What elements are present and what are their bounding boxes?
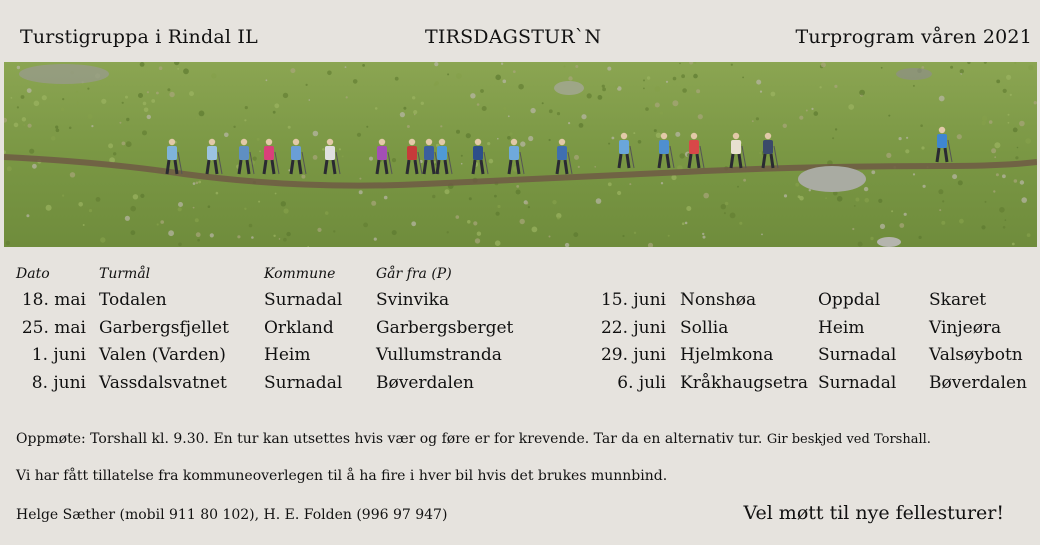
- trip-destination: Garbergsfjellet: [99, 318, 229, 338]
- trip-destination: Sollia: [680, 318, 729, 338]
- col-date: Dato: [16, 266, 50, 282]
- trip-start: Vullumstranda: [376, 345, 502, 365]
- trip-date: 22. juni: [600, 318, 666, 338]
- trip-municipality: Heim: [264, 345, 311, 365]
- trip-municipality: Oppdal: [818, 290, 881, 310]
- meeting-note: [16, 431, 931, 447]
- trip-start: Garbergsberget: [376, 318, 514, 338]
- trip-date: 8. juni: [31, 373, 86, 393]
- contacts-note: Helge Sæther (mobil 911 80 102), H. E. Folden (996 97 947): [16, 507, 448, 523]
- trip-municipality: Orkland: [264, 318, 334, 338]
- meeting-extra-text: Gir beskjed ved Torshall.: [766, 432, 931, 447]
- col-start: Går fra (P): [376, 266, 452, 282]
- trip-destination: Kråkhaugsetra: [680, 373, 809, 393]
- trip-destination: Hjelmkona: [680, 345, 774, 365]
- trip-date: 1. juni: [31, 345, 86, 365]
- trip-start: Svinvika: [376, 290, 450, 310]
- trip-start: Bøverdalen: [376, 373, 474, 393]
- trip-municipality: Surnadal: [264, 290, 343, 310]
- closing-greeting: Vel møtt til nye fellesturer!: [743, 502, 1004, 524]
- hikers-photo: [4, 62, 1037, 247]
- program-season: Turprogram våren 2021: [795, 26, 1032, 48]
- trip-destination: Nonshøa: [680, 290, 757, 310]
- trip-destination: Todalen: [99, 290, 167, 310]
- col-municipality: Kommune: [264, 266, 336, 282]
- trip-start: Bøverdalen: [929, 373, 1027, 393]
- event-title: TIRSDAGSTUR`N: [425, 26, 602, 48]
- trip-start: Skaret: [929, 290, 987, 310]
- trip-municipality: Heim: [818, 318, 865, 338]
- col-destination: Turmål: [99, 266, 151, 282]
- trip-date: 15. juni: [600, 290, 666, 310]
- trip-date: 6. juli: [617, 373, 666, 393]
- permission-note: Vi har fått tillatelse fra kommuneoverlegen til å ha fire i hver bil hvis det brukes munnbind.: [16, 468, 668, 484]
- trip-date: 18. mai: [21, 290, 86, 310]
- trip-start: Valsøybotn: [929, 345, 1023, 365]
- trip-start: Vinjeøra: [929, 318, 1002, 338]
- trip-municipality: Surnadal: [818, 373, 897, 393]
- trip-date: 29. juni: [600, 345, 666, 365]
- trip-destination: Vassdalsvatnet: [99, 373, 227, 393]
- trip-municipality: Surnadal: [818, 345, 897, 365]
- trip-destination: Valen (Varden): [99, 345, 226, 365]
- meeting-text: Oppmøte: Torshall kl. 9.30. En tur kan utsettes hvis vær og føre er for krevende. Tar da en alternativ tur.: [16, 431, 763, 447]
- trip-date: 25. mai: [21, 318, 86, 338]
- group-name: Turstigruppa i Rindal IL: [20, 26, 258, 48]
- trip-municipality: Surnadal: [264, 373, 343, 393]
